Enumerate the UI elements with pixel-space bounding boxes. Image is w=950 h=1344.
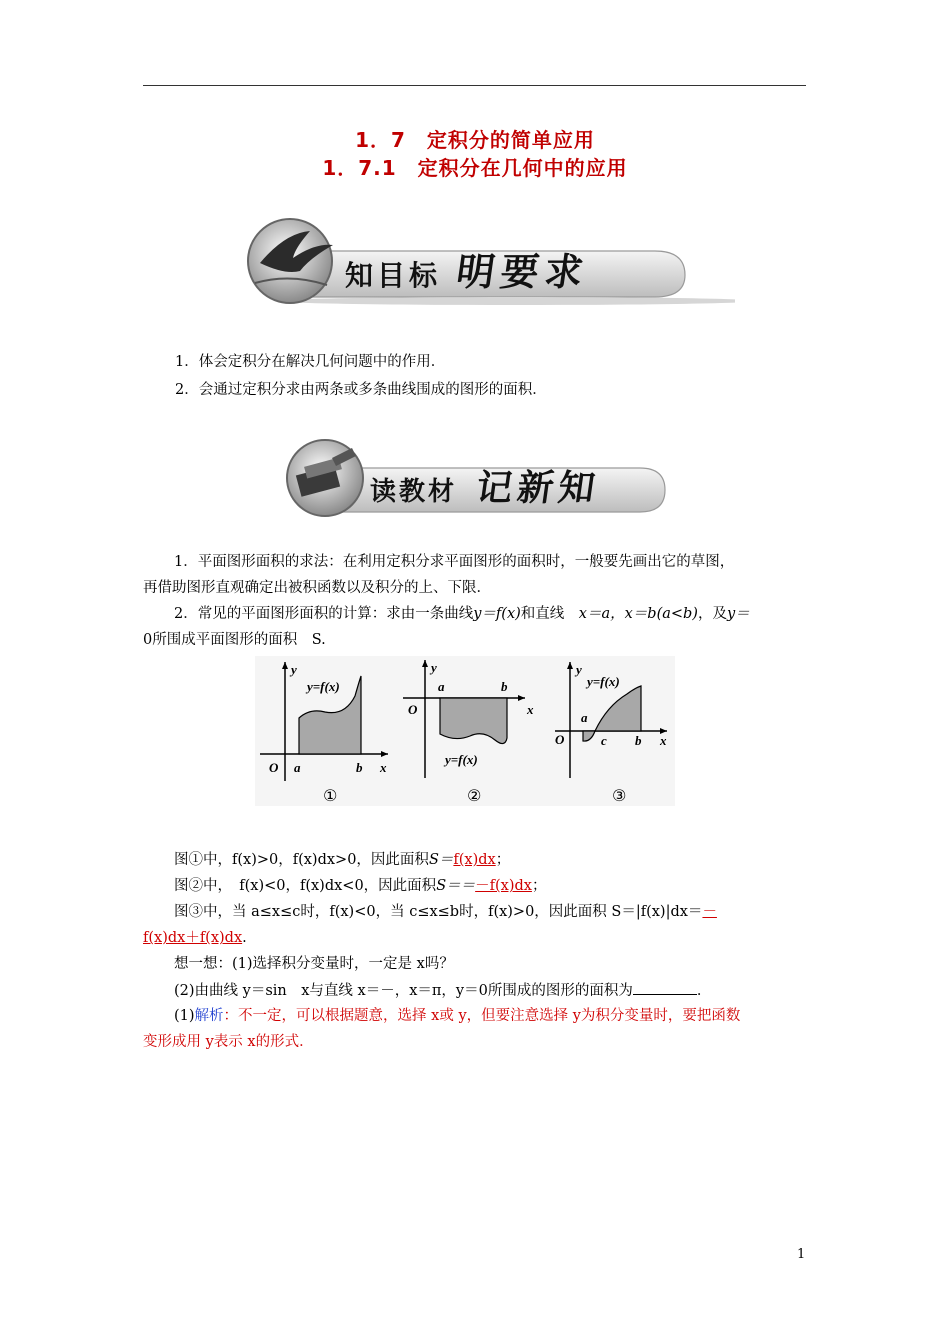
banner-plain-text: 知目标 [345, 259, 442, 292]
case-3-line-1: 图③中，当 a≤x≤c时，f(x)<0，当 c≤x≤b时，f(x)>0，因此面积 S＝|f(x)|dx＝－ [174, 904, 717, 920]
banner-objectives [215, 213, 735, 305]
a-label: a [438, 679, 445, 694]
b-label: b [635, 733, 642, 748]
banner-new-knowledge [270, 428, 690, 520]
y-axis-label: y [576, 662, 582, 677]
answer-blank [633, 980, 697, 995]
objective-item: 2．会通过定积分求由两条或多条曲线围成的图形的面积． [175, 382, 547, 398]
x-axis-label: x [380, 760, 387, 775]
a-label: a [581, 710, 588, 725]
c-label: c [601, 733, 607, 748]
b-label: b [501, 679, 508, 694]
y-axis-label: y [291, 662, 297, 677]
paragraph-2-line-2: 0所围成平面图形的面积 S. [143, 632, 326, 648]
origin-label: O [408, 702, 418, 717]
x-axis-label: x [527, 702, 534, 717]
banner-bold-text: 明要求 [453, 250, 592, 295]
figure-number: ① [323, 786, 338, 805]
case-2: 图②中， f(x)<0，f(x)dx<0，因此面积S＝＝－f(x)dx； [174, 878, 547, 894]
answer-line-1: (1)解析：不一定，可以根据题意，选择 x或 y，但要注意选择 y为积分变量时，要把函数 [174, 1008, 741, 1024]
page-number: 1 [797, 1247, 806, 1262]
area-figures [255, 656, 675, 806]
subsection-title: 1．7.1 定积分在几何中的应用 [322, 156, 628, 180]
paragraph-1-line-2: 再借助图形直观确定出被积函数以及积分的上、下限． [143, 580, 491, 596]
answer-line-2: 变形成用 y表示 x的形式． [143, 1034, 314, 1050]
section-title: 1．7 定积分的简单应用 [355, 128, 595, 152]
header-rule [143, 85, 806, 86]
paragraph-1-line-1: 1．平面图形面积的求法：在利用定积分求平面图形的面积时，一般要先画出它的草图， [174, 554, 735, 570]
figure-number: ③ [612, 786, 627, 805]
think-question-2: (2)由曲线 y＝sin x与直线 x＝－，x＝π，y＝0所围成的图形的面积为 ． [143, 980, 813, 1001]
y-axis-label: y [431, 660, 437, 675]
objective-item: 1．体会定积分在解决几何问题中的作用． [175, 354, 446, 370]
function-label: y=f(x) [307, 679, 340, 694]
origin-label: O [555, 732, 565, 747]
figure-number: ② [467, 786, 482, 805]
case-3-line-2: f(x)dx＋f(x)dx. [143, 930, 247, 946]
banner-bold-text: 记新知 [473, 466, 603, 509]
origin-label: O [269, 760, 279, 775]
think-question-1: 想一想：(1)选择积分变量时，一定是 x吗？ [174, 956, 454, 972]
paragraph-2-line-1: 2．常见的平面图形面积的计算：求由一条曲线y＝f(x)和直线 x＝a，x＝b(a<b)，及y＝ [174, 606, 750, 622]
a-label: a [294, 760, 301, 775]
function-label: y=f(x) [587, 674, 620, 689]
case-1: 图①中，f(x)>0，f(x)dx>0，因此面积S＝f(x)dx； [174, 852, 511, 868]
function-label: y=f(x) [445, 752, 478, 767]
banner-plain-text: 读教材 [370, 477, 458, 507]
x-axis-label: x [660, 733, 667, 748]
b-label: b [356, 760, 363, 775]
